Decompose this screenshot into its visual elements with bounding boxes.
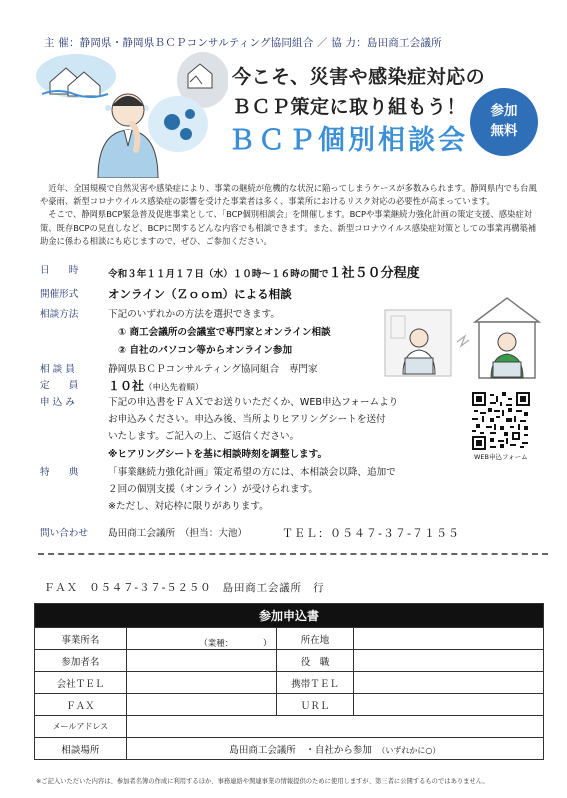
row-date: [40, 262, 420, 281]
mobile-tel-field[interactable]: [354, 672, 544, 694]
headline-line-1: 今こそ、災害や感染症対応の: [232, 66, 486, 88]
business-name-field[interactable]: [126, 628, 276, 650]
capacity-label: 定 員: [40, 380, 79, 391]
method-option-1: ① 商工会議所の会議室で専門家とオンライン相談: [118, 327, 331, 338]
location-field[interactable]: [354, 628, 544, 650]
venue-note: （いずれかに○）: [381, 745, 441, 755]
illustration-worried-person: [28, 46, 228, 178]
apply-line-2: お申込みください。申込み後、当所よりヒアリングシートを送付: [108, 414, 386, 425]
qr-caption: WEB申込フォーム: [474, 453, 528, 461]
qr-code-web-form[interactable]: [472, 392, 530, 450]
cut-line-divider: [38, 553, 548, 555]
apply-line-3: いたします。ご記入の上、ご返信ください。: [108, 431, 300, 442]
method-option-2: ② 自社のパソコン等からオンライン参加: [118, 345, 293, 356]
intro-text: [40, 182, 540, 248]
row-contact: [40, 525, 460, 540]
row-capacity: [40, 377, 204, 393]
apply-label: 申 込 み: [40, 397, 75, 408]
industry-hint: （業種： ）: [199, 639, 272, 649]
perk-label: 特 典: [40, 467, 79, 478]
email-field[interactable]: [126, 716, 543, 738]
business-name-label: 事業所名: [35, 628, 127, 650]
perk-line-3: ※ただし、対応枠に限りがあります。: [108, 501, 269, 512]
row-perk: [40, 464, 396, 478]
mobile-tel-label: 携帯ＴＥＬ: [276, 672, 354, 694]
badge-text-line-2: 無料: [490, 123, 518, 139]
participant-label: 参加者名: [35, 650, 127, 672]
headline-main-title: ＢＣＰ個別相談会: [228, 125, 468, 156]
date-value: [108, 262, 420, 281]
badge-text-line-1: 参加: [490, 103, 518, 119]
consultant-value: 静岡県ＢＣＰコンサルティング協同組合 専門家: [108, 364, 318, 375]
participant-field[interactable]: [126, 650, 276, 672]
date-label: 日 時: [40, 265, 79, 276]
form-title: 参加申込書: [35, 604, 544, 628]
position-field[interactable]: [354, 650, 544, 672]
free-participation-badge: [470, 88, 538, 156]
company-tel-label: 会社ＴＥＬ: [35, 672, 127, 694]
sponsor-line: 主 催：静岡県・静岡県ＢＣＰコンサルティング協同組合 ／ 協 力：島田商工会議所: [44, 37, 442, 49]
fax-destination: ＦＡＸ ０５４７-３７-５２５０ 島田商工会議所 行: [44, 582, 325, 594]
company-tel-field[interactable]: [126, 672, 276, 694]
format-value: オンライン（Ｚｏｏｍ）による相談: [108, 287, 292, 301]
perk-line-2: ２回の個別支援（オンライン）が受けられます。: [108, 484, 319, 495]
position-label: 役 職: [276, 650, 354, 672]
capacity-note: （申込先着順）: [144, 383, 204, 393]
intro-paragraph-1: 近年、全国規模で自然災害や感染症により、事業の継続が危機的な状況に陥ってしまうケースが多数みられます。静岡県内でも台風や豪雨、新型コロナウイルス感染症の影響を受けた事業者は多く、事業所におけるリスク対応の必要性が高まっています。: [40, 183, 537, 207]
url-field[interactable]: [354, 694, 544, 716]
method-intro: 下記のいずれかの方法を選択できます。: [108, 309, 280, 320]
email-label: メールアドレス: [35, 716, 127, 738]
contact-value: 島田商工会議所 （担当：大池）: [108, 528, 248, 539]
application-form-table: [34, 603, 544, 760]
location-label: 所在地: [276, 628, 354, 650]
capacity-number: １０社: [108, 379, 145, 393]
capacity-value: [108, 377, 204, 394]
fax-field[interactable]: [126, 694, 276, 716]
date-text: 令和３年１１月１７日（水）１０時～１６時の間で: [108, 269, 329, 280]
row-consultant: [40, 361, 318, 375]
contact-label: 問い合わせ: [40, 528, 88, 539]
headline-line-2: ＢＣＰ策定に取り組もう！: [232, 96, 467, 118]
consultant-label: 相 談 員: [40, 364, 75, 375]
fax-label: ＦＡＸ: [35, 694, 127, 716]
apply-line-1: 下記の申込書をＦＡＸでお送りいただくか、WEB申込フォームより: [108, 397, 399, 408]
format-label: 開催形式: [40, 289, 79, 300]
url-label: ＵＲＬ: [276, 694, 354, 716]
privacy-note: ※ご記入いただいた内容は、参加者名簿の作成に利用するほか、事務連絡や関連事業の情報提供のために使用しますが、第三者に公開するものではありません。: [36, 778, 489, 785]
row-method: [40, 306, 280, 320]
method-label: 相談方法: [40, 309, 79, 320]
venue-options: 島田商工会議所 ・自社から参加: [229, 744, 372, 756]
venue-label: 相談場所: [35, 738, 127, 760]
date-duration: １社５０分程度: [328, 266, 420, 281]
perk-line-1: 「事業継続力強化計画」策定希望の方には、本相談会以降、追加で: [108, 467, 396, 478]
venue-choice-field[interactable]: [126, 738, 543, 760]
row-format: [40, 286, 292, 301]
intro-paragraph-2: そこで、静岡県BCP緊急普及促進事業として、「BCP個別相談会」を開催します。BCPや事業継続力強化計画の策定支援、感染症対策、既存BCPの見直しなど、BCPに関するどんな内容でも相談できます。また、新型コロナウイルス感染症対策としての事業再構築補助金に係わる相談にも応じますので、ぜひ、ご参加ください。: [40, 209, 537, 246]
illustration-online-consultation: [383, 296, 543, 382]
apply-note: ※ヒアリングシートを基に相談時刻を調整します。: [108, 449, 328, 460]
contact-tel: ＴＥＬ：０５４７-３７-７１５５: [282, 527, 460, 540]
row-apply: [40, 394, 399, 408]
